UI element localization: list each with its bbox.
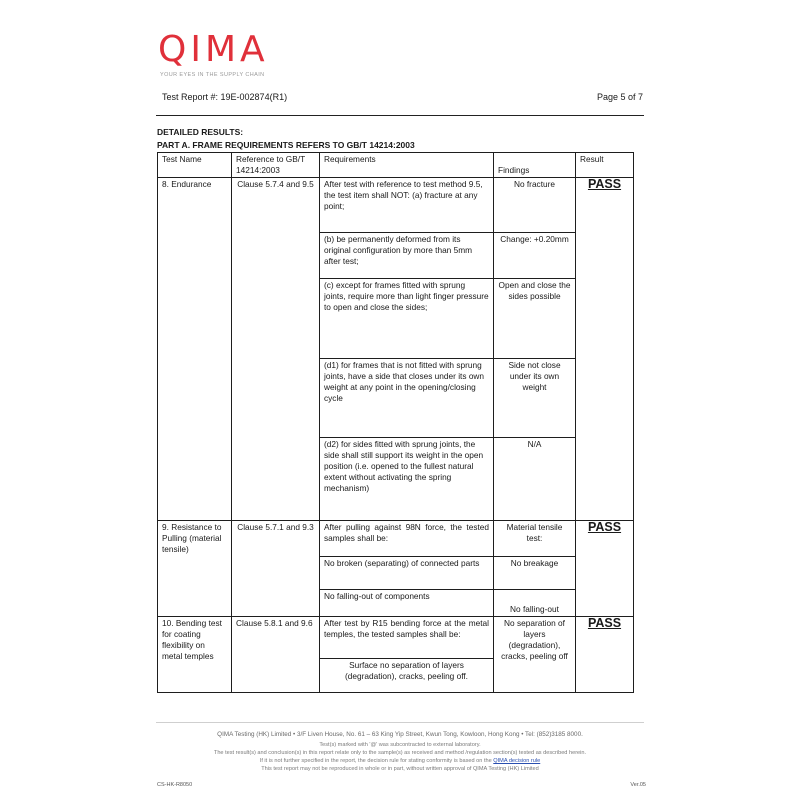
logo-tagline: YOUR EYES IN THE SUPPLY CHAIN [160, 72, 265, 78]
requirement-cell: No broken (separating) of connected parts [320, 557, 494, 590]
table-header-row [158, 153, 634, 178]
requirement-cell: After test with reference to test method 9.5, the test item shall NOT: (a) fracture at any point; [320, 178, 494, 233]
form-code: CS-HK-R8050 [157, 782, 193, 788]
part-a-heading: PART A. FRAME REQUIREMENTS REFERS TO GB/T 14214:2003 [157, 140, 415, 150]
reference-cell: Clause 5.7.1 and 9.3 [232, 521, 320, 617]
requirement-cell: No falling-out of components [320, 590, 494, 617]
decision-rule-link[interactable]: QIMA decision rule [493, 758, 541, 764]
result-cell [576, 617, 634, 693]
result-cell [576, 521, 634, 617]
col-test-name: Test Name [158, 153, 232, 178]
footer-note: Test(s) marked with '@' was subcontracted to external laboratory. [319, 742, 481, 748]
detailed-results-heading: DETAILED RESULTS: [157, 127, 244, 137]
pass-label: PASS [587, 616, 622, 630]
table-row [158, 178, 634, 233]
finding-cell: No falling-out [494, 590, 576, 617]
finding-cell: Change: +0.20mm [494, 233, 576, 279]
col-requirements: Requirements [320, 153, 494, 178]
requirement-cell: (d1) for frames that is not fitted with sprung joints, have a side that closes under its own weight at any point in the opening/closing cycle [320, 359, 494, 438]
results-table [157, 152, 634, 693]
requirement-cell: After pulling against 98N force, the tested samples shall be: [320, 521, 494, 557]
header-divider [156, 115, 644, 116]
finding-cell: N/A [494, 438, 576, 521]
requirement-cell: (b) be permanently deformed from its original configuration by more than 5mm after test; [320, 233, 494, 279]
report-number: Test Report #: 19E-002874(R1) [162, 92, 288, 102]
finding-cell: Open and close the sides possible [494, 279, 576, 359]
finding-cell: No fracture [494, 178, 576, 233]
test-name-cell: 8. Endurance [158, 178, 232, 521]
pass-label: PASS [587, 177, 622, 191]
footer-note [130, 757, 670, 765]
test-name-cell: 10. Bending test for coating flexibility on metal temples [158, 617, 232, 693]
pass-label: PASS [587, 520, 622, 534]
result-cell [576, 178, 634, 521]
finding-cell: No breakage [494, 557, 576, 590]
requirement-cell: Surface no separation of layers (degradation), cracks, peeling off. [320, 659, 494, 693]
footer-divider [156, 722, 644, 723]
reference-cell: Clause 5.8.1 and 9.6 [232, 617, 320, 693]
col-reference: Reference to GB/T 14214:2003 [232, 153, 320, 178]
finding-cell: Side not close under its own weight [494, 359, 576, 438]
test-name-cell: 9. Resistance to Pulling (material tensile) [158, 521, 232, 617]
page-number: Page 5 of 7 [596, 92, 643, 102]
footer-note-text: If it is not further specified in the report, the decision rule for stating conformity is based on the [259, 758, 492, 764]
reference-cell: Clause 5.7.4 and 9.5 [232, 178, 320, 521]
footer-note: This test report may not be reproduced in whole or in part, without written approval of QIMA Testing (HK) Limited [261, 766, 539, 772]
table-row [158, 617, 634, 659]
finding-cell: No separation of layers (degradation), cracks, peeling off [494, 617, 576, 693]
col-result: Result [576, 153, 634, 178]
finding-cell: Material tensile test: [494, 521, 576, 557]
form-version: Ver.05 [630, 782, 646, 788]
col-findings: Findings [494, 153, 576, 178]
qima-logo: QIMA [158, 29, 269, 70]
requirement-cell: After test by R15 bending force at the metal temples, the tested samples shall be: [320, 617, 494, 659]
table-row [158, 521, 634, 557]
requirement-cell: (d2) for sides fitted with sprung joints, the side shall still support its weight in the open position (i.e. opened to the fullest natural extent without activating the spring mechanism) [320, 438, 494, 521]
footer-company-line: QIMA Testing (HK) Limited • 3/F Liven House, No. 61 – 63 King Yip Street, Kwun Tong, Kowloon, Hong Kong • Tel: (852)3185 8000. [217, 731, 583, 738]
requirement-cell: (c) except for frames fitted with sprung joints, require more than light finger pressure to open and close the sides; [320, 279, 494, 359]
footer-note: The test result(s) and conclusion(s) in this report relate only to the sample(s) as received and method /regulation section(s) tested as described herein. [213, 750, 587, 756]
